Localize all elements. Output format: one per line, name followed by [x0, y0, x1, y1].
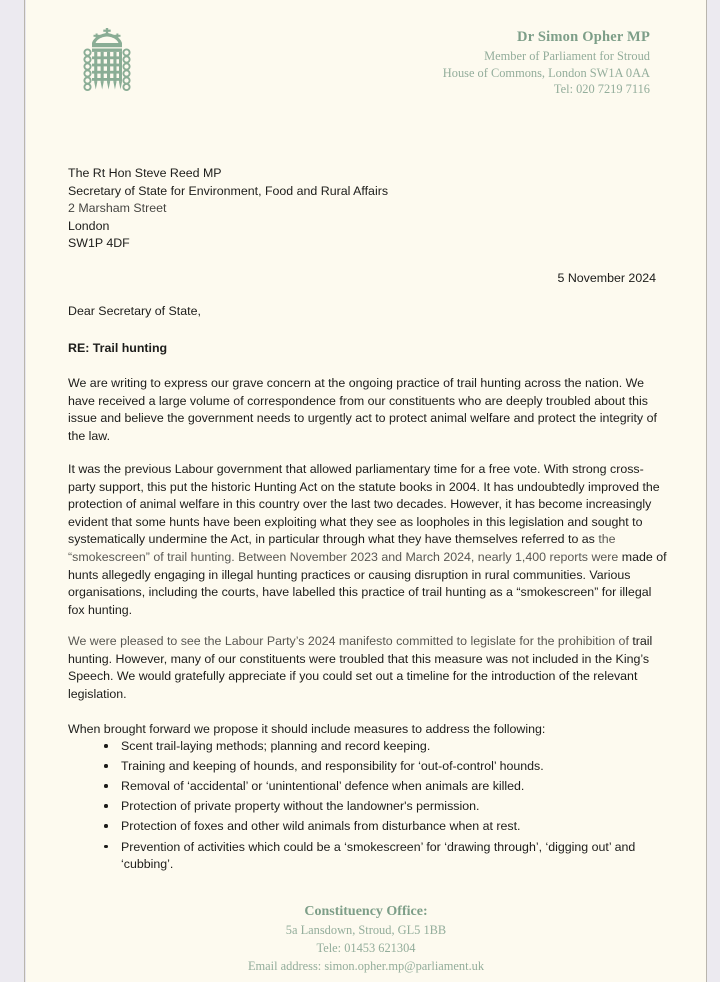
letter-paragraph-3-faded-line: We were pleased to see the Labour Party’s 2024 manifesto committed to legislate for the prohibition of [68, 634, 629, 648]
list-item [68, 798, 670, 816]
letter-salutation: Dear Secretary of State, [68, 304, 201, 318]
recipient-line-3: 2 Marsham Street [68, 201, 167, 216]
mp-address: House of Commons, London SW1A 0AA [442, 65, 650, 80]
list-item-label: Prevention of activities which could be a ‘smokescreen’ for ‘drawing through’, ‘digging out’ and ‘cubbing’. [121, 839, 636, 872]
page-edge-rule-right [706, 0, 707, 982]
bullet-icon [104, 824, 108, 828]
recipient-line-1: The Rt Hon Steve Reed MP [68, 166, 222, 180]
list-item-label: Protection of foxes and other wild animals from disturbance when at rest. [121, 819, 521, 834]
letterhead [26, 22, 706, 106]
letter-paragraph-1: We are writing to express our grave concern at the ongoing practice of trail hunting across the nation. We have received a large volume of correspondence from our constituents who are deeply troubled about this issue and believe the government needs to urgently act to protect animal welfare and protect the integrity of the law. [68, 376, 657, 443]
mp-name: Dr Simon Opher MP [517, 29, 650, 45]
letter-paragraph-2-part-1: It was the previous Labour government that allowed parliamentary time for a free vote. With strong cross-party support, this put the historic Hunting Act on the statute books in 2004. It has undoubtedly improved the protection of animal welfare in this country over the last two decades. However, it has become increasingly evident that some hunts have been exploiting what they see as loopholes in this legislation and sought to systematically undermine the Act, in particular through what they have themselves referred to as [68, 462, 660, 547]
recipient-line-2: Secretary of State for Environment, Food and Rural Affairs [68, 183, 389, 198]
letter-page [26, 0, 706, 982]
bullet-icon [104, 804, 108, 808]
list-item-label: Scent trail-laying methods; planning and record keeping. [121, 739, 431, 753]
bullet-icon [104, 764, 108, 768]
letter-paragraph-2-faded-line: the “smokescreen” of trail hunting. Between November 2023 and March 2024, nearly 1,400 reports were [68, 532, 619, 565]
crowned-portcullis-icon [76, 26, 138, 96]
footer-address: 5a Lansdown, Stroud, GL5 1BB [285, 923, 447, 938]
proposed-measures-list [68, 738, 670, 876]
footer-email: Email address: simon.opher.mp@parliament.uk [247, 958, 485, 973]
bullet-icon [104, 784, 108, 788]
page-gutter-right [706, 0, 720, 982]
list-item [68, 758, 670, 776]
letterhead-contact-block [443, 28, 650, 98]
recipient-address-block [68, 165, 668, 253]
letter-paragraph-4: When brought forward we propose it should include measures to address the following: [68, 722, 546, 736]
list-item [68, 738, 670, 756]
bullet-icon [104, 744, 108, 748]
mp-role: Member of Parliament for Stroud [484, 48, 650, 63]
list-item [68, 839, 670, 874]
footer-title: Constituency Office: [304, 904, 428, 919]
letter-date: 5 November 2024 [557, 271, 656, 285]
recipient-line-4: London [68, 218, 110, 233]
letter-paragraph-3-rest: trail hunting. However, many of our constituents were troubled that this measure was not included in the King’s Speech. We would gratefully appreciate if you could set out a timeline for the introduction of the relevant legislation. [68, 634, 653, 701]
list-item [68, 778, 670, 796]
letter-paragraph-2-part-2: made of hunts allegedly engaging in illegal hunting practices or causing disruption in rural communities. Various organisations, including the courts, have labelled this practice of trail hunting as a “smokescreen” for illegal fox hunting. [68, 550, 667, 617]
mp-telephone: Tel: 020 7219 7116 [553, 82, 650, 97]
list-item-label: Removal of ‘accidental’ or ‘unintentional’ defence when animals are killed. [121, 779, 525, 794]
list-item [68, 818, 670, 836]
list-item-label: Training and keeping of hounds, and responsibility for ‘out-of-control’ hounds. [121, 759, 544, 774]
letter-paragraph-3 [68, 633, 670, 703]
list-item-label: Protection of private property without the landowner's permission. [121, 799, 480, 814]
page-gutter-left [0, 0, 25, 982]
bullet-icon [104, 845, 108, 849]
letter-paragraph-2 [68, 461, 670, 619]
page-edge-rule-left [24, 0, 25, 982]
letter-footer [26, 902, 706, 976]
footer-telephone: Tele: 01453 621304 [316, 941, 416, 956]
recipient-line-5: SW1P 4DF [68, 236, 130, 251]
letter-subject: RE: Trail hunting [68, 341, 168, 355]
